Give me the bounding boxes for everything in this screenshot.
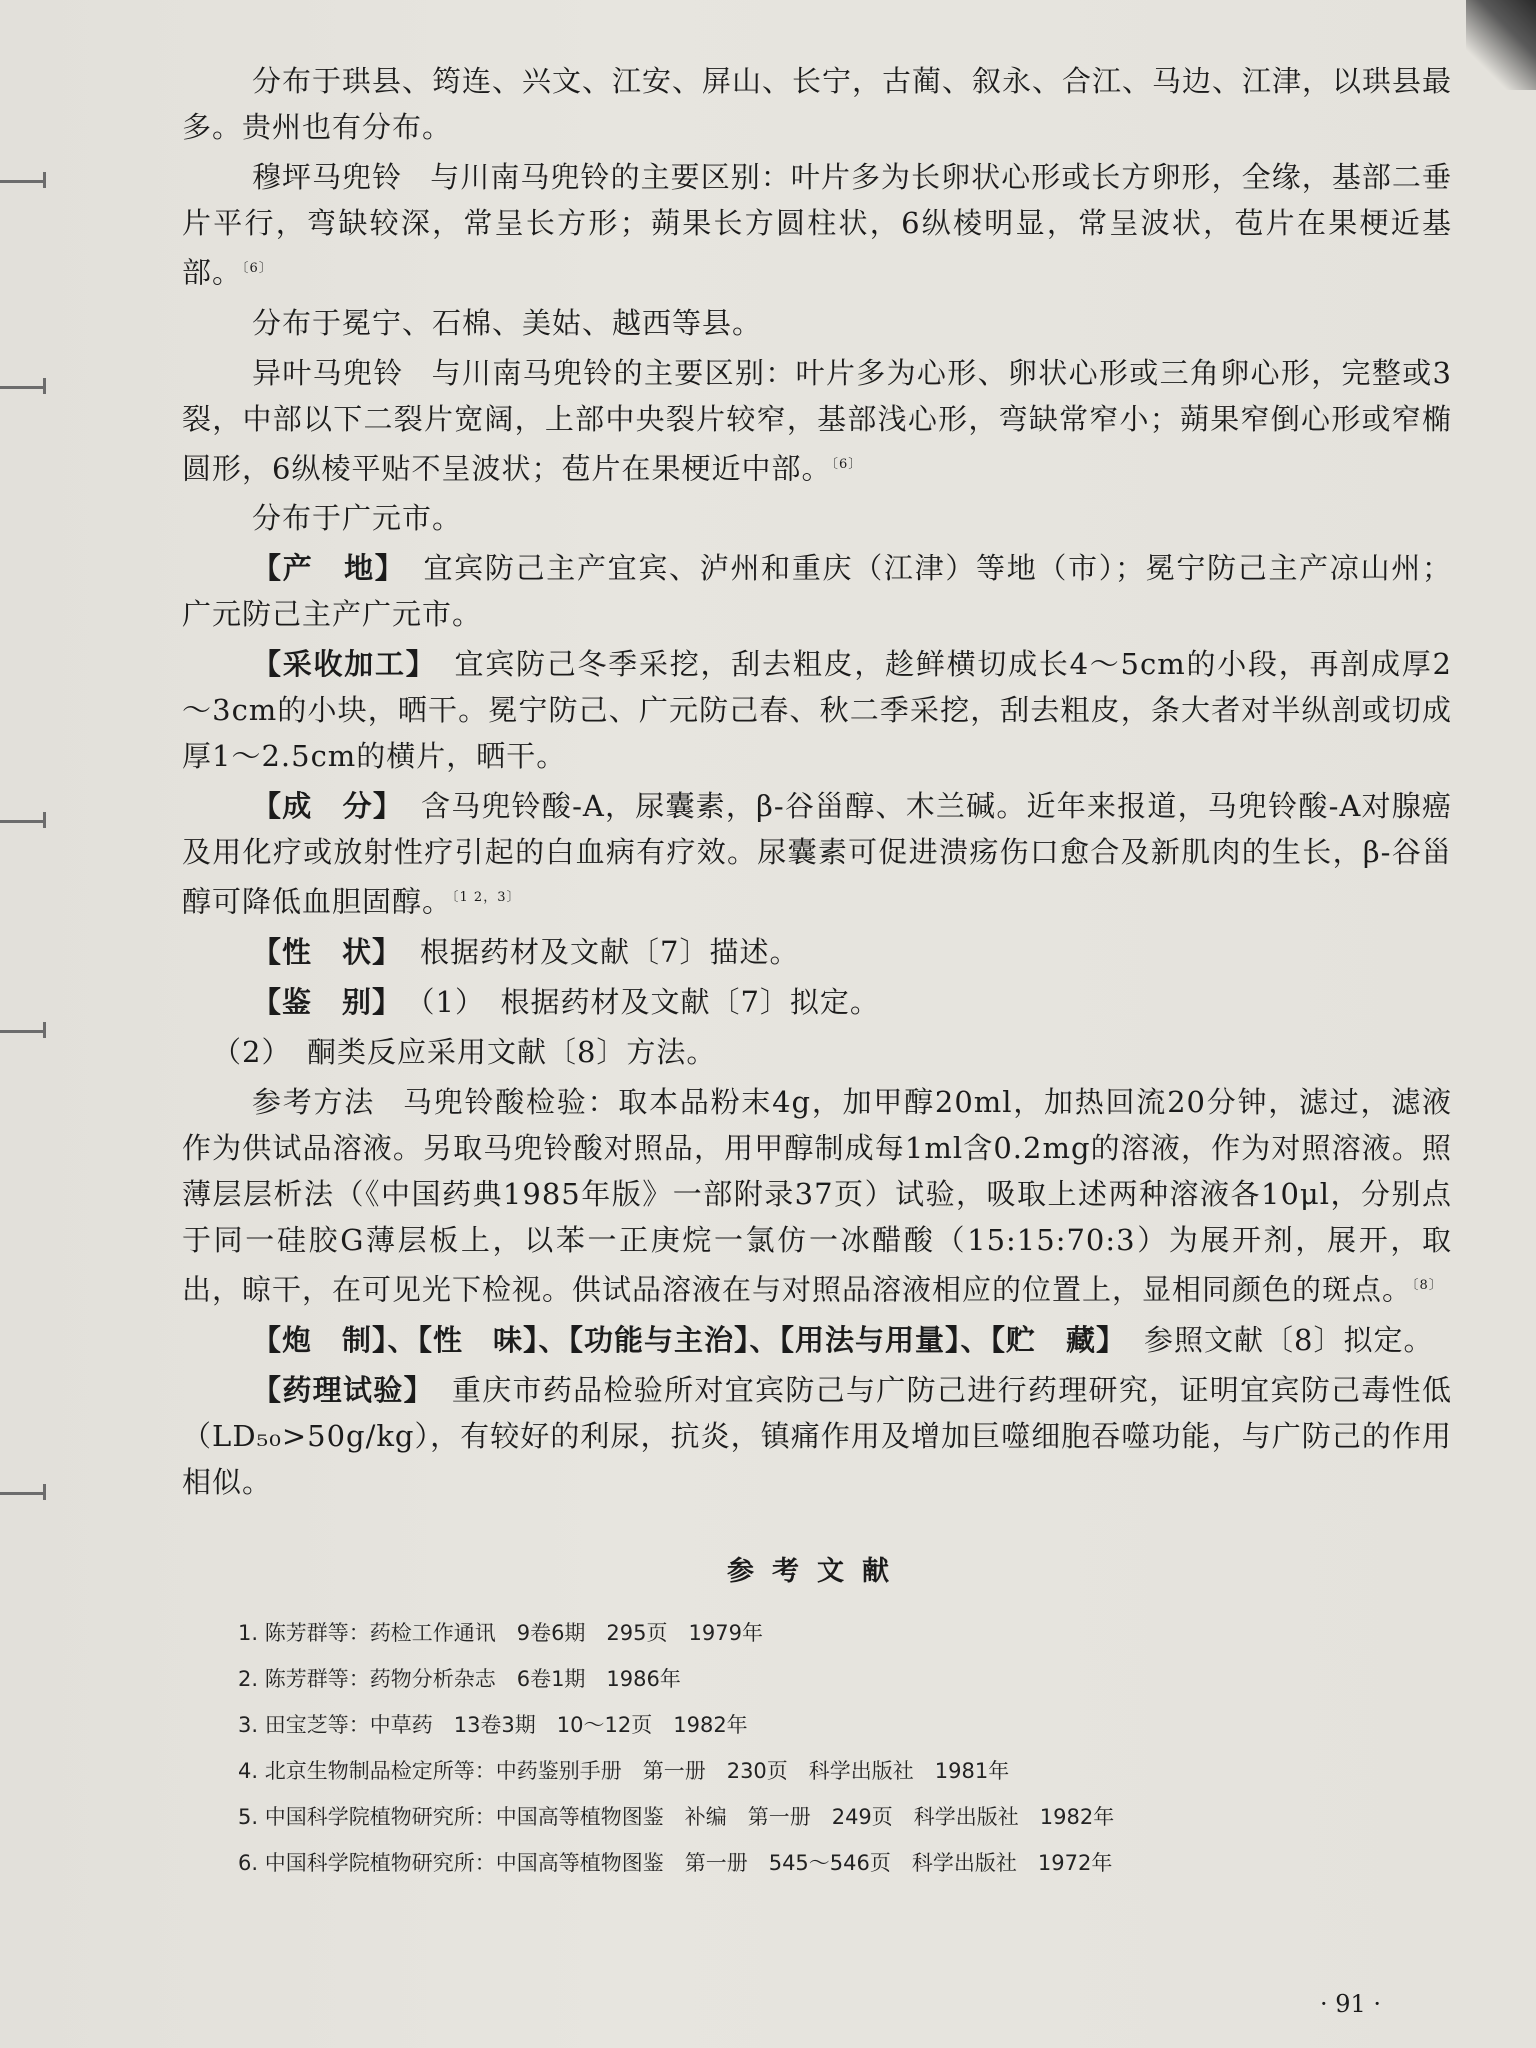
scan-corner-shadow xyxy=(1466,0,1536,90)
paragraph-text: 分布于冕宁、石棉、美姑、越西等县。 xyxy=(252,305,763,340)
citation-marker: 〔6〕 xyxy=(831,456,863,472)
paragraph-text: 参照文献〔8〕拟定。 xyxy=(1144,1322,1434,1357)
reference-item: 1. 陈芳群等：药检工作通讯 9卷6期 295页 1979年 xyxy=(238,1620,763,1645)
species-name: 异叶马兜铃 xyxy=(252,355,404,390)
section-header: 【成 分】 xyxy=(252,789,404,824)
paragraph-text: （1） 根据药材及文献〔7〕拟定。 xyxy=(420,984,880,1019)
paragraph xyxy=(182,58,1452,150)
binder-mark xyxy=(0,1030,46,1033)
paragraph xyxy=(182,929,1452,975)
reference-list xyxy=(182,1610,1452,1886)
paragraph-text: 重庆市药品检验所对宜宾防己与广防己进行药理研究，证明宜宾防己毒性低（LD₅₀>50g/kg），有较好的利尿，抗炎，镇痛作用及增加巨噬细胞吞噬功能，与广防己的作用相似。 xyxy=(182,1372,1452,1499)
paragraph-text: 分布于珙县、筠连、兴文、江安、屏山、长宁，古蔺、叙永、合江、马边、江津，以珙县最多。贵州也有分布。 xyxy=(182,64,1453,144)
citation-marker: 〔6〕 xyxy=(242,261,273,276)
paragraph xyxy=(182,783,1452,925)
paragraph xyxy=(182,641,1452,779)
section-header: 【产 地】 xyxy=(252,551,406,586)
reference-item: 4. 北京生物制品检定所等：中药鉴别手册 第一册 230页 科学出版社 1981年 xyxy=(238,1758,1010,1783)
reference-item: 3. 田宝芝等：中草药 13卷3期 10～12页 1982年 xyxy=(238,1712,748,1737)
section-header: 【炮 制】、【性 味】、【功能与主治】、【用法与用量】、【贮 藏】 xyxy=(252,1322,1127,1357)
paragraph-text: 宜宾防己主产宜宾、泸州和重庆（江津）等地（市）；冕宁防己主产凉山州；广元防己主产广元市。 xyxy=(182,551,1452,632)
section-header: 【鉴 别】 xyxy=(252,984,403,1019)
citation-marker: 〔1 2，3〕 xyxy=(452,890,521,906)
paragraph xyxy=(182,1317,1452,1363)
paragraph xyxy=(182,495,1452,541)
paragraph-text: 与川南马兜铃的主要区别：叶片多为心形、卵状心形或三角卵心形，完整或3裂，中部以下二裂片宽阔，上部中央裂片较窄，基部浅心形，弯缺常窄小；蒴果窄倒心形或窄椭圆形，6纵棱平贴不呈波状；苞片在果梗近中部。 xyxy=(182,355,1452,486)
references-title: 参考文献 xyxy=(727,1555,907,1587)
paragraph-text: 含马兜铃酸-A，尿囊素，β-谷甾醇、木兰碱。近年来报道，马兜铃酸-A对腺癌及用化疗或放射性疗引起的白血病有疗效。尿囊素可促进溃疡伤口愈合及新肌肉的生长，β-谷甾醇可降低血胆固醇。 xyxy=(182,789,1452,919)
binder-mark xyxy=(0,386,46,389)
paragraph-text: 与川南马兜铃的主要区别：叶片多为长卵状心形或长方卵形，全缘，基部二垂片平行，弯缺较深，常呈长方形；蒴果长方圆柱状，6纵棱明显，常呈波状，苞片在果梗近基部。 xyxy=(182,160,1452,290)
paragraph xyxy=(182,1079,1452,1313)
citation-marker: 〔8〕 xyxy=(1412,1277,1443,1293)
reference-item: 5. 中国科学院植物研究所：中国高等植物图鉴 补编 第一册 249页 科学出版社 1982年 xyxy=(238,1804,1115,1829)
paragraph-text: 宜宾防己冬季采挖，刮去粗皮，趁鲜横切成长4～5cm的小段，再剖成厚2～3cm的小块，晒干。冕宁防己、广元防己春、秋二季采挖，刮去粗皮，条大者对半纵剖或切成厚1～2.5cm的横片，晒干。 xyxy=(182,647,1452,774)
paragraph-text: 马兜铃酸检验：取本品粉末4g，加甲醇20ml，加热回流20分钟，滤过，滤液作为供试品溶液。另取马兜铃酸对照品，用甲醇制成每1ml含0.2mg的溶液，作为对照溶液。照薄层层析法（《中国药典1985年版》一部附录37页）试验，吸取上述两种溶液各10μl，分别点于同一硅胶G薄层板上，以苯一正庚烷一氯仿一冰醋酸（15:15:70:3）为展开剂，展开，取出，晾干，在可见光下检视。供试品溶液在与对照品溶液相应的位置上，显相同颜色的斑点。 xyxy=(182,1084,1452,1307)
binder-mark xyxy=(0,180,46,183)
section-header: 【采收加工】 xyxy=(252,647,437,682)
paragraphs xyxy=(182,58,1452,1505)
reference-item: 6. 中国科学院植物研究所：中国高等植物图鉴 第一册 545～546页 科学出版社 1972年 xyxy=(238,1850,1113,1875)
section-header: 【性 状】 xyxy=(252,934,403,969)
species-name: 参考方法 xyxy=(252,1084,376,1119)
reference-item: 2. 陈芳群等：药物分析杂志 6卷1期 1986年 xyxy=(238,1666,681,1691)
paragraph xyxy=(182,154,1452,296)
paragraph xyxy=(182,545,1452,637)
section-header: 【药理试验】 xyxy=(252,1372,434,1407)
paragraph xyxy=(182,979,1452,1025)
binder-mark xyxy=(0,820,46,823)
paragraph xyxy=(182,300,1452,346)
paragraph-text: （2） 酮类反应采用文献〔8〕方法。 xyxy=(212,1034,717,1069)
page-body xyxy=(182,58,1452,1886)
paragraph xyxy=(182,1029,1452,1075)
binder-mark xyxy=(0,1492,46,1495)
paragraph xyxy=(182,1367,1452,1505)
paragraph-text: 根据药材及文献〔7〕描述。 xyxy=(420,934,800,969)
paragraph xyxy=(182,350,1452,492)
page-number: · 91 · xyxy=(1320,1990,1382,2018)
paragraph-text: 分布于广元市。 xyxy=(252,501,463,536)
species-name: 穆坪马兜铃 xyxy=(252,160,403,194)
